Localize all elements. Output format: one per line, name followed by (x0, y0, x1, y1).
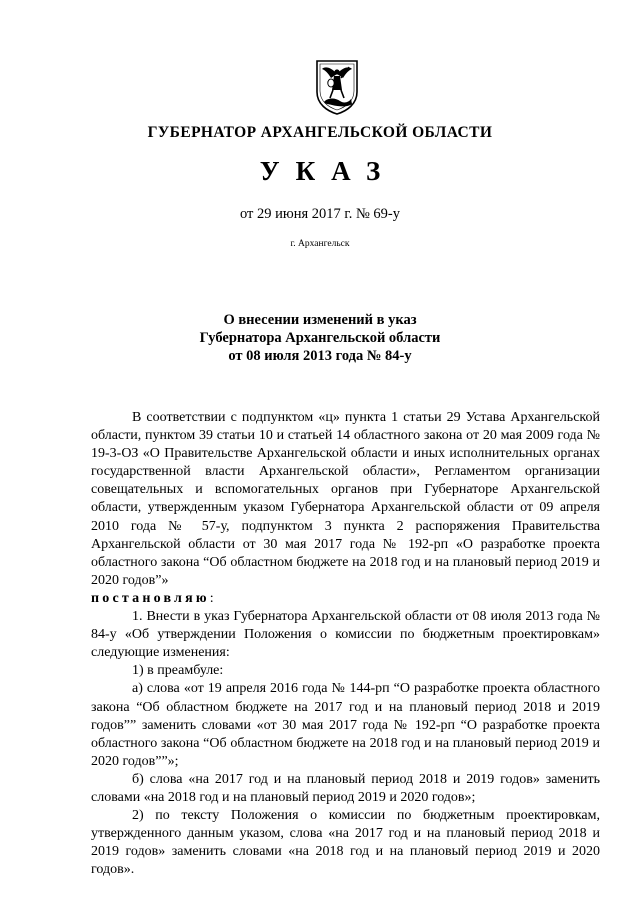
item-1-1-b-paragraph: б) слова «на 2017 год и на плановый период 2018 и 2019 годов» заменить словами «на 2018 год и на плановый период 2019 и 2020 годов»; (91, 771, 600, 805)
decree-word: постановляю (91, 590, 210, 606)
item-1-2-paragraph: 2) по тексту Положения о комиссии по бюджетным проектировкам, утвержденного данным указом, слова «на 2017 год и на плановый период 2018 и 2019 годов» заменить словами «на 2018 год и на плановый период 2019 и 2020 годов». (91, 808, 600, 878)
document-type: УКАЗ (259, 156, 397, 186)
document-subject (0, 311, 640, 365)
document-city: г. Архангельск (290, 239, 350, 249)
decree-colon: : (209, 590, 214, 606)
subject-line-1: О внесении изменений в указ (223, 312, 417, 328)
document-date-number: от 29 июня 2017 г. № 69-у (239, 206, 401, 222)
document-body (91, 409, 600, 879)
issuing-authority: ГУБЕРНАТОР АРХАНГЕЛЬСКОЙ ОБЛАСТИ (147, 124, 493, 141)
item-1-1-a-paragraph: а) слова «от 19 апреля 2016 года № 144-рп “О разработке проекта областного закона “Об областном бюджете на 2017 год и на плановый период 2018 и 2019 годов”” заменить словами «от 30 мая 2017 года № 192-рп “О разработке проекта областного закона “Об областном бюджете на 2018 год и на плановый период 2019 и 2020 годов””»; (91, 681, 600, 769)
item-1-1-paragraph: 1) в преамбуле: (132, 663, 224, 679)
preamble-paragraph: В соответствии с подпунктом «ц» пункта 1 статьи 29 Устава Архангельской области, пунктом 39 статьи 10 и статьей 14 областного закона от 20 мая 2009 года № 19-3-ОЗ «О Правительстве Архангельской области и иных исполнительных органах государственной власти Архангельской области», Регламентом организации совещательных и вспомогательных органов при Губернаторе Архангельской области, утвержденным указом Губернатора Архангельской области от 09 апреля 2010 года № 57-у, подпунктом 3 пункта 2 распоряжения Правительства Архангельской области от 30 мая 2017 года № 192-рп «О разработке проекта областного закона “Об областном бюджете на 2018 год и на плановый период 2019 и 2020 годов”» (91, 410, 600, 588)
subject-line-3: от 08 июля 2013 года № 84-у (228, 348, 412, 364)
coat-of-arms-icon (314, 58, 360, 116)
decree-word-line (91, 590, 600, 608)
subject-line-2: Губернатора Архангельской области (199, 330, 441, 346)
item-1-paragraph: 1. Внести в указ Губернатора Архангельской области от 08 июля 2013 года № 84-у «Об утверждении Положения о комиссии по бюджетным проектировкам» следующие изменения: (91, 609, 600, 661)
